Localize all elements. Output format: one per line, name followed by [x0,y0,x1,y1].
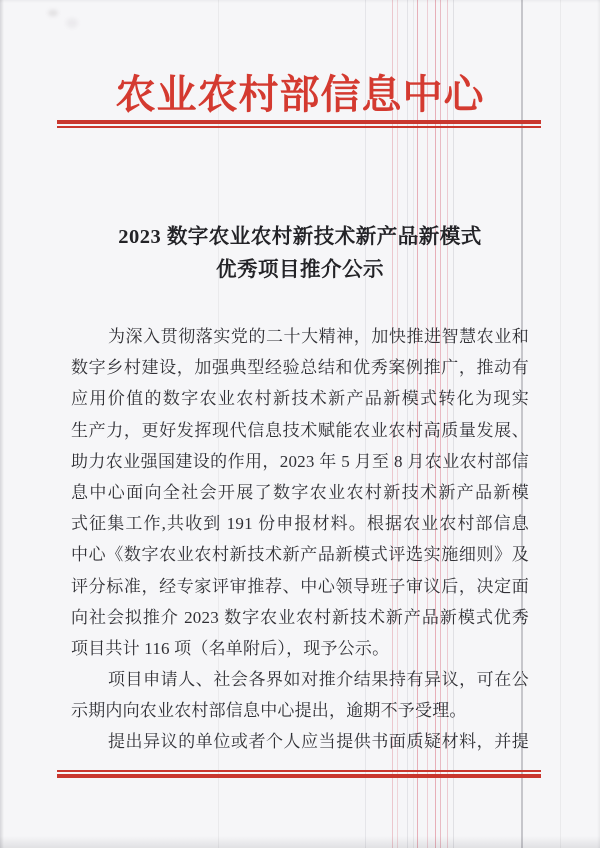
page-edge-shadow-left [0,0,4,848]
document-title [0,221,600,287]
body-line: 式征集工作,共收到 191 份申报材料。根据农业农村部信息 [71,514,529,534]
document-body [71,321,529,758]
body-line: 评分标准，经专家评审推荐、中心领导班子审议后，决定面 [71,576,529,596]
body-line: 中心《数字农业农村新技术新产品新模式评选实施细则》及 [71,545,529,565]
letterhead-rule [57,120,541,128]
scan-artifact-line [560,0,561,848]
document-title-line1: 2023 数字农业农村新技术新产品新模式 [118,226,482,248]
letterhead-org-name: 农业农村部信息中心 [115,72,485,117]
footer-rule-thick [57,774,541,778]
footer-rule [57,770,541,778]
scan-smudge [48,10,58,16]
page-edge-shadow-top [0,0,600,3]
page-edge-shadow-bottom [0,836,600,848]
body-line: 项目申请人、社会各界如对推介结果持有异议，可在公 [108,670,529,690]
body-line: 生产力，更好发挥现代信息技术赋能农业农村高质量发展、 [71,420,529,440]
body-line: 应用价值的数字农业农村新技术新产品新模式转化为现实 [71,389,529,409]
body-line: 向社会拟推介 2023 数字农业农村新技术新产品新模式优秀 [71,607,529,627]
body-line: 提出异议的单位或者个人应当提供书面质疑材料，并提 [108,732,529,752]
body-line: 示期内向农业农村部信息中心提出，逾期不予受理。 [71,701,467,721]
body-line: 项目共计 116 项（名单附后），现予公示。 [71,638,390,658]
body-line: 数字乡村建设，加强典型经验总结和优秀案例推广，推动有 [71,358,529,378]
body-line: 为深入贯彻落实党的二十大精神，加快推进智慧农业和 [108,327,529,346]
document-title-line2: 优秀项目推介公示 [216,259,384,281]
body-line: 助力农业强国建设的作用，2023 年 5 月至 8 月农业农村部信 [71,451,529,471]
body-line: 息中心面向全社会开展了数字农业农村新技术新产品新模 [71,482,529,502]
letterhead-rule-thin [57,126,541,128]
scan-smudge [66,18,78,28]
